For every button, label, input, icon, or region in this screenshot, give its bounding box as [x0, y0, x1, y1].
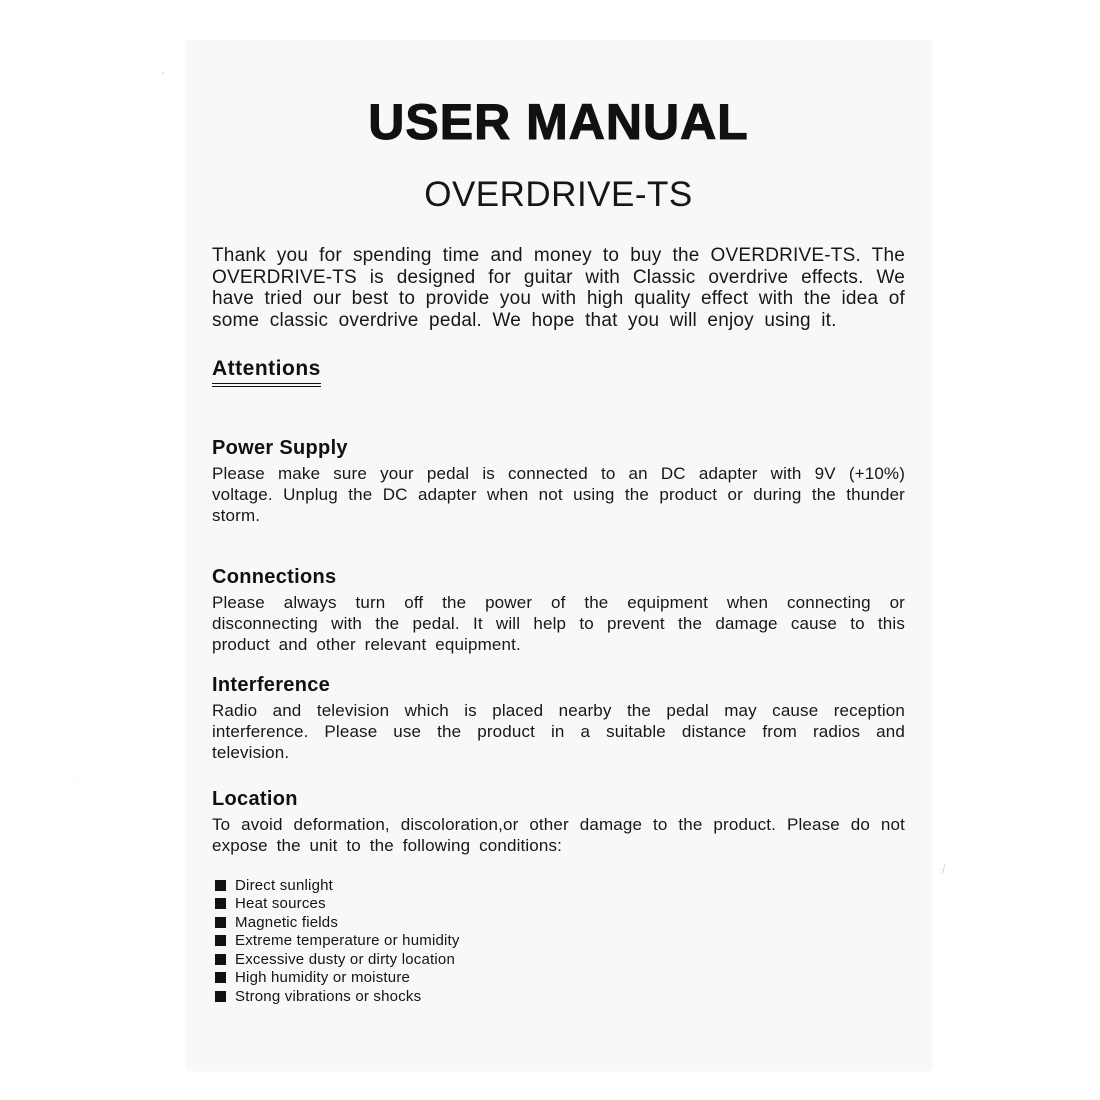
section-heading-connections: Connections [212, 566, 337, 588]
condition-label: Heat sources [235, 895, 326, 913]
bullet-square-icon [215, 972, 226, 983]
list-item [215, 913, 905, 932]
attentions-heading-wrap [212, 357, 905, 387]
scan-speck: ' [157, 70, 165, 81]
scan-speck: ·/ [938, 862, 946, 876]
scan-speck: ·. [70, 775, 77, 786]
bullet-square-icon [215, 917, 226, 928]
condition-label: Strong vibrations or shocks [235, 987, 422, 1005]
section-interference [212, 674, 905, 763]
section-body-power-supply: Please make sure your pedal is connected to an DC adapter with 9V (+10%) voltage. Unplug the DC adapter when not using the product or during the thunder storm. [212, 464, 905, 525]
list-item [215, 969, 905, 988]
list-item [215, 987, 905, 1006]
section-body-interference: Radio and television which is placed nearby the pedal may cause reception interference. Please use the product in a suitable distance from radios and television. [212, 701, 905, 762]
intro-paragraph: Thank you for spending time and money to buy the OVERDRIVE-TS. The OVERDRIVE-TS is designed for guitar with Classic overdrive effects. We have tried our best to provide you with high quality effect with the idea of some classic overdrive pedal. We hope that you will enjoy using it. [212, 245, 905, 331]
page-title: USER MANUAL [368, 94, 749, 150]
section-body-location: To avoid deformation, discoloration,or other damage to the product. Please do not expose the unit to the following conditions: [212, 815, 905, 855]
conditions-list [212, 876, 905, 1006]
section-heading-power-supply: Power Supply [212, 437, 348, 459]
bullet-square-icon [215, 954, 226, 965]
attentions-heading: Attentions [212, 357, 321, 387]
list-item [215, 876, 905, 895]
section-heading-interference: Interference [212, 674, 331, 696]
section-location [212, 788, 905, 856]
manual-page [186, 40, 932, 1071]
condition-label: Excessive dusty or dirty location [235, 950, 456, 968]
list-item [215, 950, 905, 969]
section-heading-location: Location [212, 788, 298, 810]
section-connections [212, 566, 905, 655]
list-item [215, 932, 905, 951]
condition-label: Direct sunlight [235, 876, 334, 894]
bullet-square-icon [215, 935, 226, 946]
condition-label: High humidity or moisture [235, 969, 411, 987]
bullet-square-icon [215, 991, 226, 1002]
condition-label: Extreme temperature or humidity [235, 932, 460, 950]
section-power-supply [212, 437, 905, 526]
bullet-square-icon [215, 880, 226, 891]
product-name: OVERDRIVE-TS [424, 175, 693, 214]
section-body-connections: Please always turn off the power of the equipment when connecting or disconnecting with the pedal. It will help to prevent the damage cause to this product and other relevant equipment. [212, 593, 905, 654]
list-item [215, 895, 905, 914]
condition-label: Magnetic fields [235, 913, 339, 931]
bullet-square-icon [215, 898, 226, 909]
manual-content [186, 40, 932, 1006]
